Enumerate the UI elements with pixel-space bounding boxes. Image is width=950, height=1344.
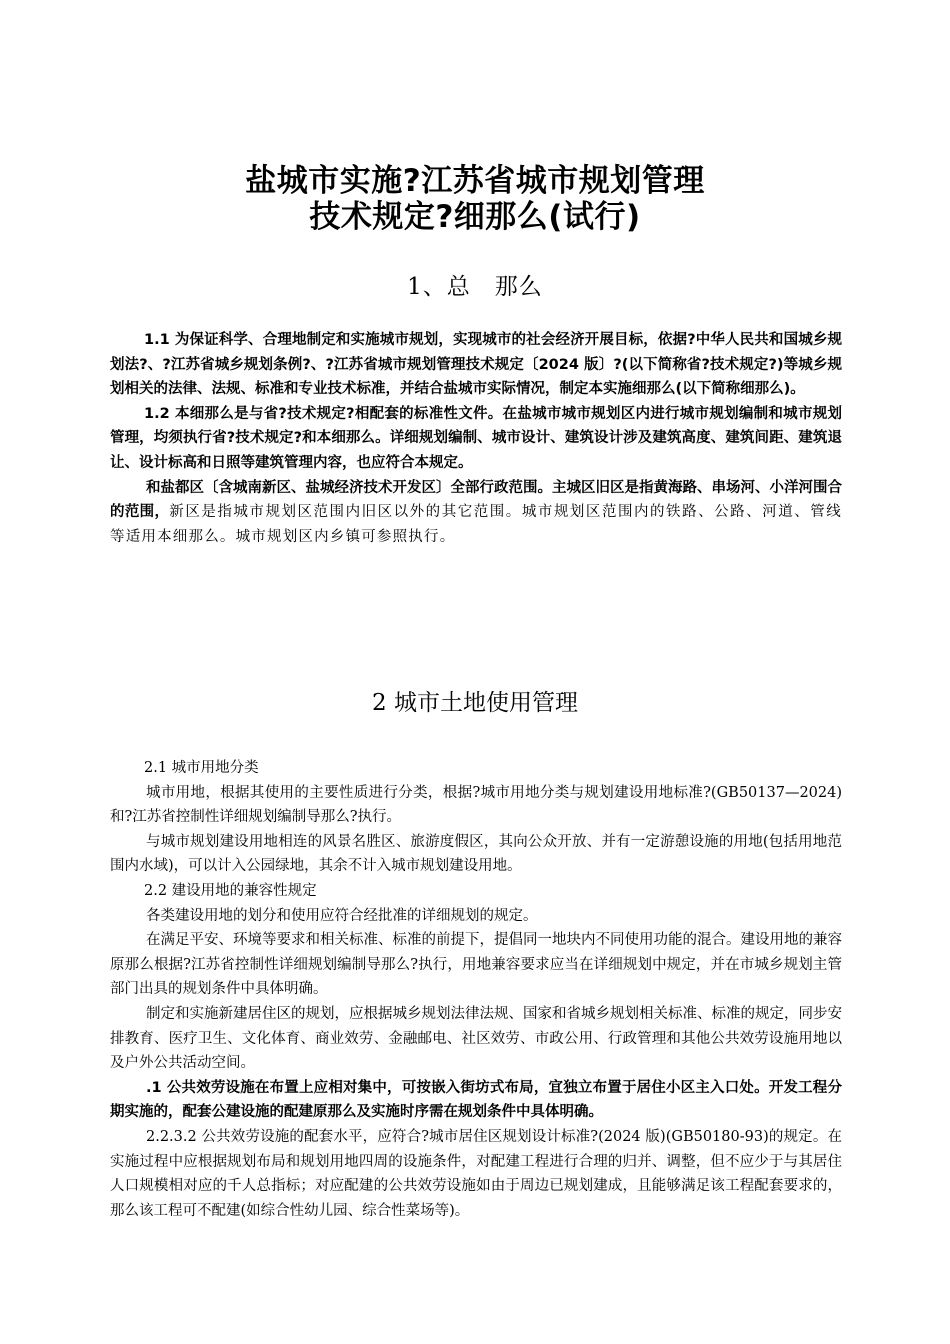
paragraph-1-3: [110, 476, 842, 550]
document-title-line-1: 盐城市实施?江苏省城市规划管理: [245, 163, 705, 199]
paragraph-2-2-b: 在满足平安、环境等要求和相关标准、标准的前提下，提倡同一地块内不同使用功能的混合。建设用地的兼容原那么根据?江苏省控制性详细规划编制导那么?执行，用地兼容要求应当在详细规划中规定，并在市城乡规划主管部门出具的规划条件中具体明确。: [110, 932, 842, 998]
document-title-line-2: 技术规定?细那么(试行): [309, 199, 641, 235]
section-2-body: [110, 756, 842, 1223]
section-1-body: [110, 328, 842, 549]
paragraph-2-1-a: 城市用地，根据其使用的主要性质进行分类，根据?城市用地分类与规划建设用地标准?(GB50137—2024)和?江苏省控制性详细规划编制导那么?执行。: [110, 784, 842, 826]
paragraph-2-1-b: 与城市规划建设用地相连的风景名胜区、旅游度假区，其向公众开放、并有一定游憩设施的用地(包括用地范围内水域)，可以计入公园绿地，其余不计入城市规划建设用地。: [110, 833, 842, 875]
paragraph-2-2-c: 制定和实施新建居住区的规划，应根据城乡规划法律法规、国家和省城乡规划相关标准、标准的规定，同步安排教育、医疗卫生、文化体育、商业效劳、金融邮电、社区效劳、市政公用、行政管理和其他公共效劳设施用地以及户外公共活动空间。: [110, 1005, 842, 1072]
paragraph-1-3-regular: 新区是指城市规划区范围内旧区以外的其它范围。城市规划区范围内的铁路、公路、河道、管线等适用本细那么。城市规划区内乡镇可参照执行。: [110, 504, 842, 545]
subsection-2-2-title: 2.2 建设用地的兼容性规定: [144, 882, 317, 899]
section-1-heading: 1、总 那么: [407, 274, 543, 300]
paragraph-1-2: 1.2 本细那么是与省?技术规定?相配套的标准性文件。在盐城市城市规划区内进行城市规划编制和城市规划管理，均须执行省?技术规定?和本细那么。详细规划编制、城市设计、建筑设计涉及建筑高度、建筑间距、建筑退让、设计标高和日照等建筑管理内容，也应符合本规定。: [110, 405, 842, 471]
paragraph-1-3-bold: 和盐都区〔含城南新区、盐城经济技术开发区〕全部行政范围。主城区旧区是指黄海路、串场河、小洋河围合的范围，: [110, 479, 842, 521]
paragraph-2-2-a: 各类建设用地的划分和使用应符合经批准的详细规划的规定。: [146, 907, 538, 924]
paragraph-2-2-3-1: .1 公共效劳设施在布置上应相对集中，可按嵌入街坊式布局，宜独立布置于居住小区主入口处。开发工程分期实施的，配套公建设施的配建原那么及实施时序需在规划条件中具体明确。: [110, 1079, 842, 1121]
subsection-2-1-title: 2.1 城市用地分类: [144, 760, 259, 776]
paragraph-2-2-3-2: 2.2.3.2 公共效劳设施的配套水平，应符合?城市居住区规划设计标准?(2024 版)(GB50180-93)的规定。在实施过程中应根据规划布局和规划用地四周的设施条件，对配建工程进行合理的归并、调整，但不应少于与其居住人口规模相对应的千人总指标；对应配建的公共效劳设施如由于周边已规划建成，且能够满足该工程配套要求的，那么该工程可不配建(如综合性幼儿园、综合性菜场等)。: [110, 1128, 842, 1219]
section-2-heading: 2 城市土地使用管理: [372, 690, 578, 716]
paragraph-1-1: 1.1 为保证科学、合理地制定和实施城市规划，实现城市的社会经济开展目标，依据?中华人民共和国城乡规划法?、?江苏省城乡规划条例?、?江苏省城市规划管理技术规定〔2024 版〕?(以下简称省?技术规定?)等城乡规划相关的法律、法规、标准和专业技术标准，并结合盐城市实际情况，制定本实施细那么(以下简称细那么)。: [110, 332, 842, 398]
